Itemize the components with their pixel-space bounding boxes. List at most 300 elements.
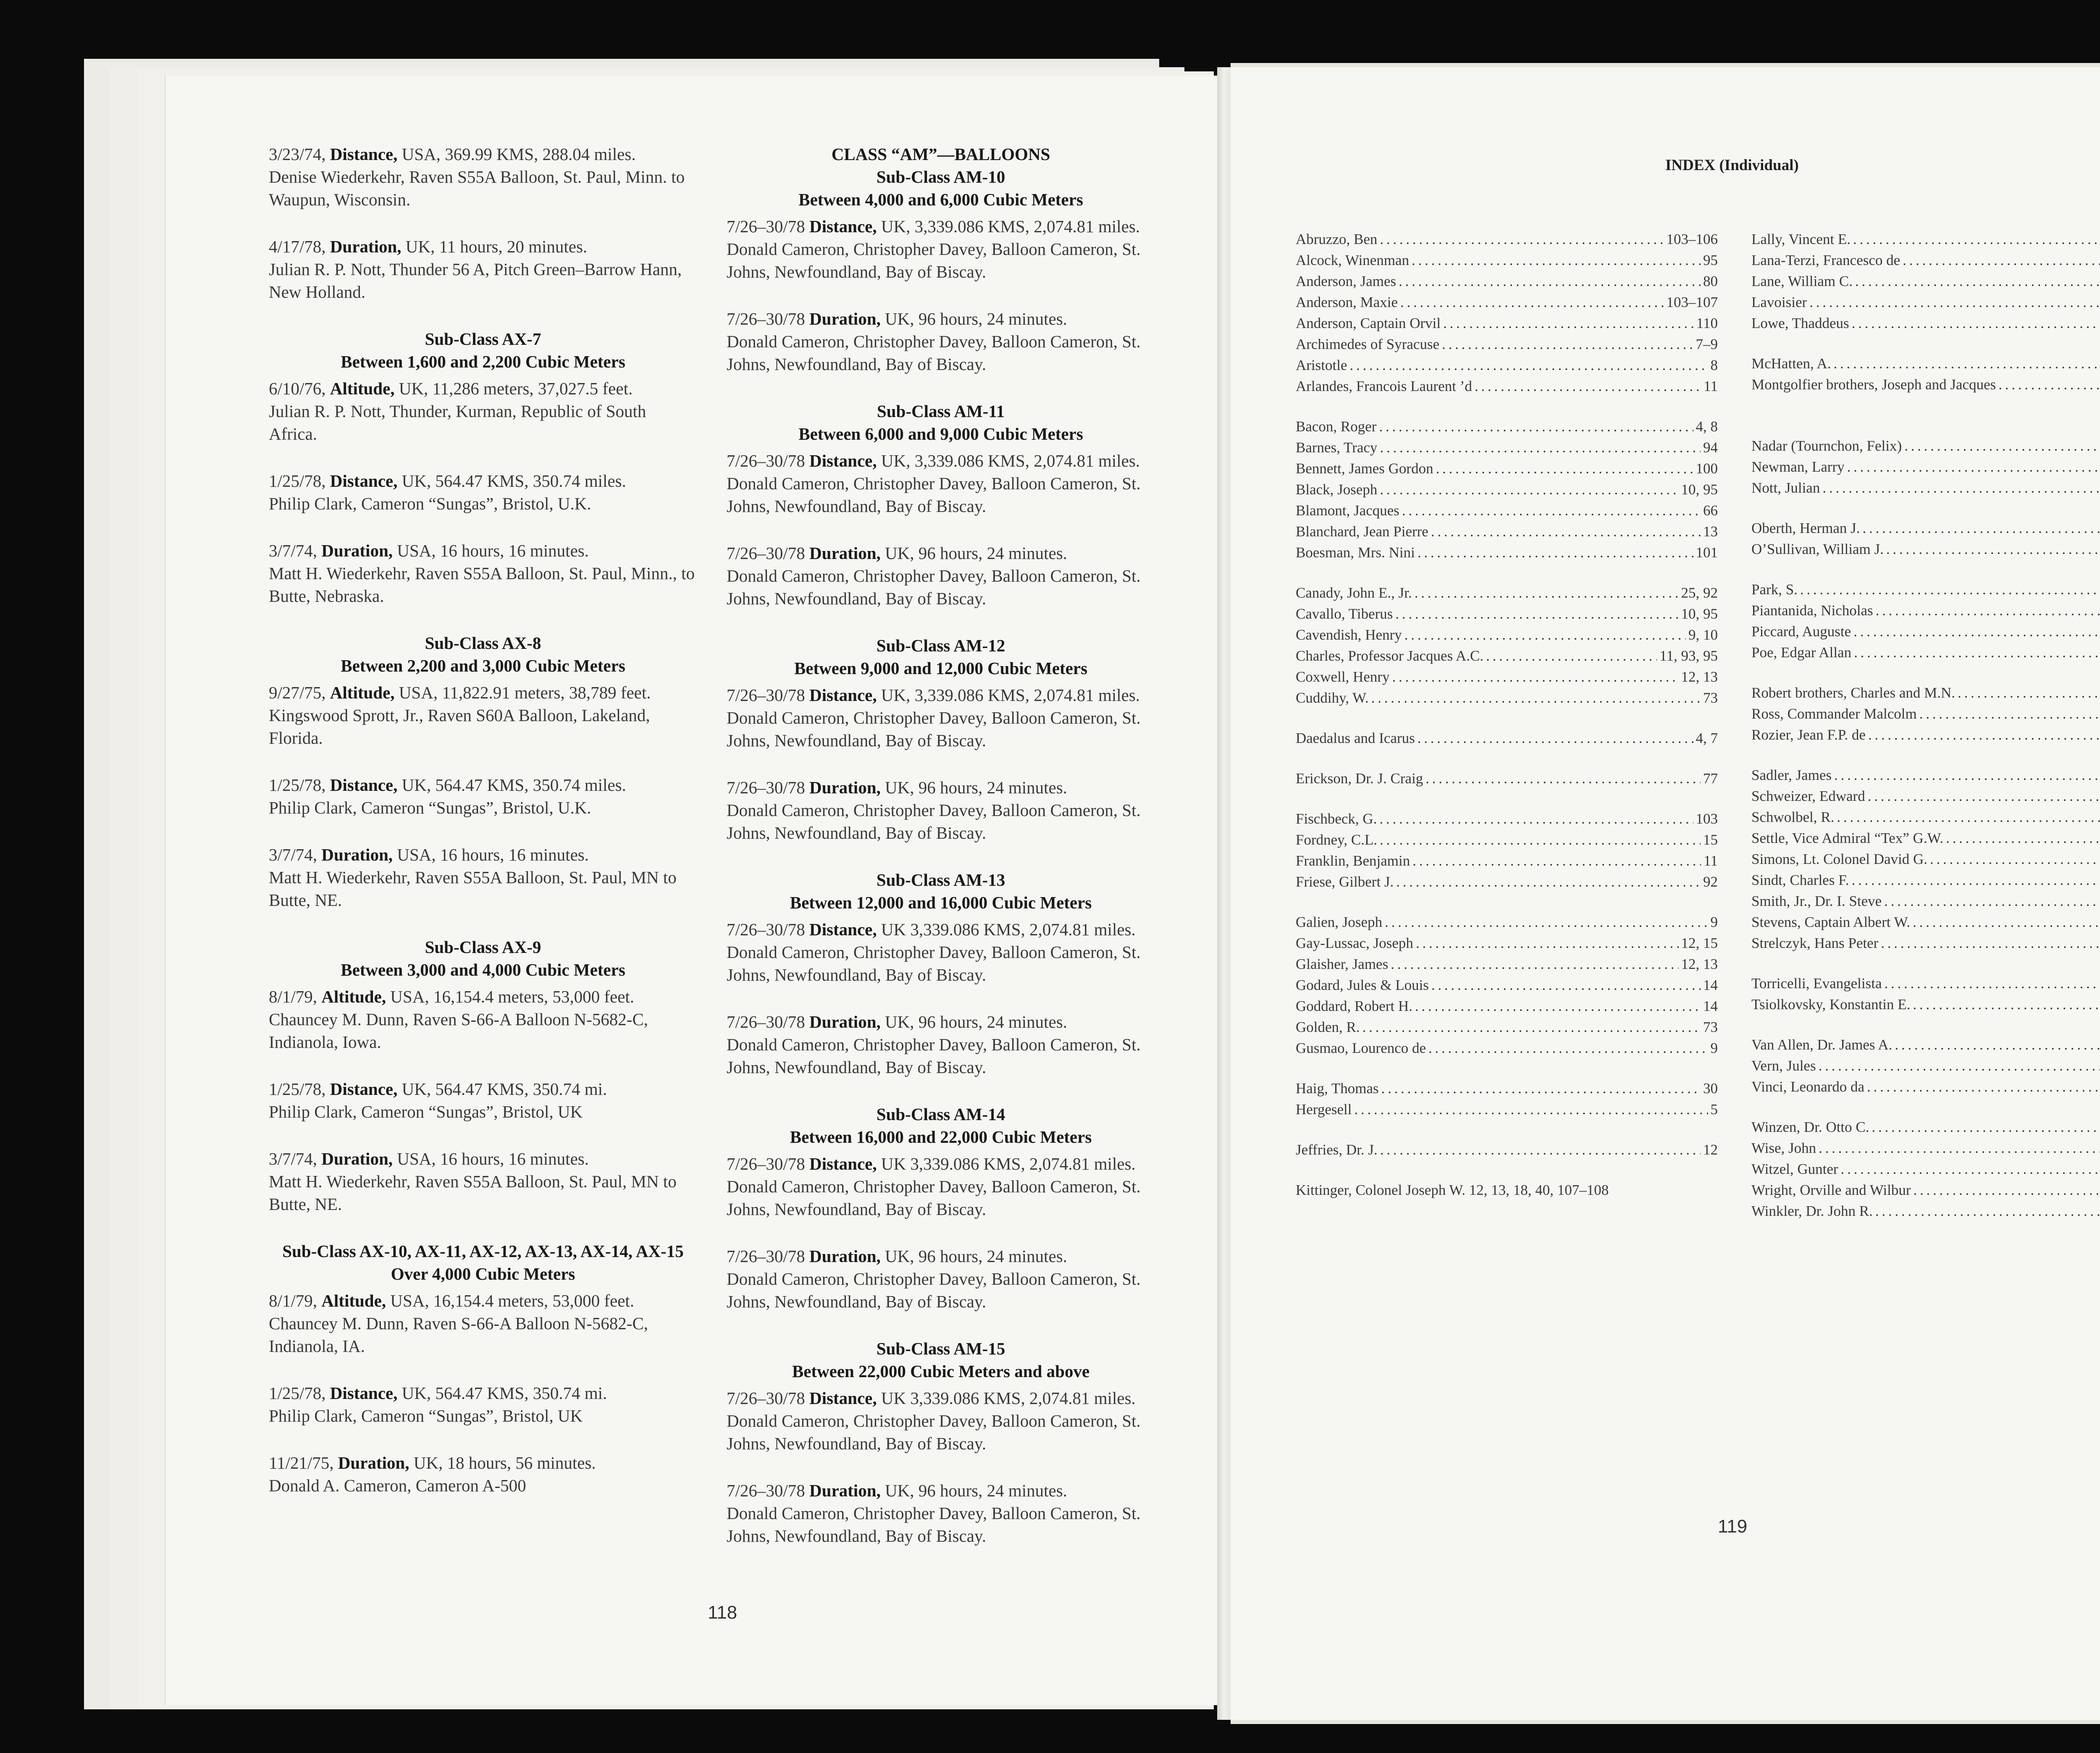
record-meta [727,1387,1155,1409]
index-entry [1296,667,1718,688]
record-date: 7/26–30/78 [727,1481,810,1500]
leader-dots [1895,1034,2100,1055]
leader-dots [1416,933,1679,954]
record-holder: Donald Cameron, Christopher Davey, Balloon Cameron, St. Johns, Newfoundland, Bay of Biscay. [727,1035,1141,1077]
record-entry [269,470,697,515]
record-date: 7/26–30/78 [727,1154,810,1173]
index-group [1296,229,1718,397]
index-entry [1296,954,1718,975]
leader-dots [1904,436,2100,457]
index-entry [1296,1099,1718,1120]
record-value: UK, 96 hours, 24 minutes. [880,1247,1067,1266]
heading-line: Between 22,000 Cubic Meters and above [792,1362,1090,1381]
index-column-1 [1296,229,1718,1220]
index-pages: 14 [1703,998,1718,1014]
index-name: Sindt, Charles F. [1751,872,1849,888]
record-meta [269,1147,697,1170]
index-entry [1296,604,1718,625]
index-name: Boesman, Mrs. Nini [1296,544,1415,561]
index-name: Lowe, Thaddeus [1751,315,1849,331]
heading-line: Sub-Class AM-14 [876,1105,1005,1124]
leader-dots [1436,458,1693,479]
index-name: Sadler, James [1751,767,1832,783]
index-pages: 15 [1703,832,1718,848]
leader-dots [1400,292,1664,313]
index-name: Goddard, Robert H. [1296,998,1413,1014]
record-date: 3/23/74, [269,144,330,164]
index-entry [1296,768,1718,789]
heading-line: Between 16,000 and 22,000 Cubic Meters [790,1127,1092,1147]
record-type: Altitude, [330,379,395,398]
index-entry [1296,996,1718,1017]
index-name: Witzel, Gunter [1751,1161,1838,1177]
leader-dots [1415,583,1679,604]
record-meta [269,1289,697,1312]
index-name: Glaisher, James [1296,956,1389,972]
leader-dots [1381,1078,1701,1099]
record-date: 8/1/79, [269,987,322,1006]
section-heading [269,1240,697,1285]
index-entry [1296,250,1718,271]
index-group [1751,229,2100,334]
leader-dots [1404,625,1686,646]
record-holder: Philip Clark, Cameron “Sungas”, Bristol, U.K. [269,798,591,817]
index-pages: 25, 92 [1681,585,1718,601]
index-entry [1751,1034,2100,1055]
record-date: 7/26–30/78 [727,1012,810,1031]
record-type: Duration, [809,1247,881,1266]
leader-dots [1834,765,2100,786]
leader-dots [1853,229,2100,250]
index-entry [1751,353,2100,374]
leader-dots [1412,850,1701,871]
leader-dots [1822,478,2100,499]
index-entry [1296,229,1718,250]
index-pages: 14 [1703,977,1718,993]
leader-dots [1428,1038,1708,1059]
index-name: Blanchard, Jean Pierre [1296,523,1428,540]
record-type: Duration, [809,778,881,797]
heading-line: Sub-Class AM-10 [876,167,1005,186]
index-entry [1296,292,1718,313]
index-name: Hergesell [1296,1101,1352,1118]
leader-dots [1913,994,2100,1015]
leader-dots [1418,728,1693,749]
index-name: Newman, Larry [1751,459,1845,475]
leader-dots [1349,355,1708,376]
index-entry [1296,416,1718,437]
record-date: 7/26–30/78 [727,451,810,470]
left-column-1 [269,143,697,1521]
index-entry [1296,646,1718,667]
index-entry [1296,355,1718,376]
record-meta [269,470,697,492]
record-holder: Matt H. Wiederkehr, Raven S55A Balloon, St. Paul, MN to Butte, NE. [269,868,677,910]
index-pages: 101 [1696,544,1718,561]
index-entry [1296,313,1718,334]
record-value: USA, 369.99 KMS, 288.04 miles. [397,144,636,164]
record-date: 7/26–30/78 [727,543,810,563]
index-name: Montgolfier brothers, Joseph and Jacques [1751,376,1996,393]
index-group [1751,1117,2100,1222]
record-date: 9/27/75, [269,683,330,702]
index-pages: 103–106 [1666,231,1718,247]
leader-dots [1362,1017,1701,1038]
index-name: Friese, Gilbert J. [1296,874,1394,890]
index-name: Galien, Joseph [1296,914,1383,930]
section-heading [727,1103,1155,1148]
record-type: Duration, [809,309,881,328]
record-meta [727,449,1155,472]
index-name: Fischbeck, G. [1296,811,1377,827]
index-name: Vinci, Leonardo da [1751,1079,1865,1095]
index-name: Nott, Julian [1751,480,1820,496]
index-name: Charles, Professor Jacques A.C. [1296,648,1484,664]
leader-dots [1854,642,2100,663]
index-entry [1751,478,2100,499]
record-meta [727,1245,1155,1268]
page-number-left: 118 [708,1602,738,1623]
leader-dots [1431,521,1701,542]
index-group [1296,768,1718,789]
record-entry [269,774,697,819]
leader-dots [1443,313,1694,334]
index-entry [1296,625,1718,646]
leader-dots [1853,621,2100,642]
index-name: Archimedes of Syracuse [1296,336,1440,352]
index-entry [1751,1180,2100,1201]
index-name: Poe, Edgar Allan [1751,644,1852,661]
record-entry [727,1387,1155,1455]
index-name: Strelczyk, Hans Peter [1751,935,1879,951]
record-holder: Donald Cameron, Christopher Davey, Balloon Cameron, St. Johns, Newfoundland, Bay of Biscay. [727,1411,1141,1453]
record-date: 3/7/74, [269,845,322,864]
index-entry [1296,479,1718,500]
index-entry [1751,1055,2100,1076]
record-value: UK, 96 hours, 24 minutes. [880,778,1067,797]
index-group [1296,1139,1718,1160]
index-pages: 100 [1696,460,1718,477]
index-entry [1751,374,2100,395]
leader-dots [1379,808,1693,829]
index-pages: 103 [1696,811,1718,827]
record-value: USA, 16,154.4 meters, 53,000 feet. [386,1291,635,1310]
leader-dots [1837,807,2100,828]
leader-dots [1399,271,1701,292]
record-entry [727,1479,1155,1547]
index-entry [1751,313,2100,334]
index-name: Anderson, Captain Orvil [1296,315,1441,331]
index-group [1751,1034,2100,1097]
record-value: UK, 96 hours, 24 minutes. [880,309,1067,328]
section-heading [727,400,1155,445]
index-pages: 4, 8 [1696,418,1718,435]
leader-dots [1884,891,2100,912]
record-type: Distance, [809,1154,877,1173]
leader-dots [1425,768,1701,789]
leader-dots [1475,376,1701,397]
index-entry [1751,1076,2100,1097]
index-entry [1751,973,2100,994]
index-entry [1296,728,1718,749]
leader-dots [1919,703,2100,724]
index-name: Anderson, Maxie [1296,294,1398,310]
index-name: Rozier, Jean F.P. de [1751,727,1866,743]
index-pages: 7–9 [1696,336,1718,352]
index-group [1296,808,1718,892]
leader-dots [1852,313,2100,334]
index-entry [1751,807,2100,828]
index-entry [1296,1017,1718,1038]
leader-dots [1841,1159,2100,1180]
index-pages-continued [1751,395,2100,416]
index-name: Gusmao, Lourenco de [1296,1040,1426,1056]
record-entry [269,539,697,607]
index-group [1751,436,2100,499]
record-meta [727,918,1155,941]
index-group [1296,912,1718,1059]
index-name: Settle, Vice Admiral “Tex” G.W. [1751,830,1944,846]
leader-dots [1914,1180,2100,1201]
index-group [1751,353,2100,416]
index-group [1296,1180,1718,1201]
leader-dots [1855,271,2100,292]
index-pages: 13 [1703,523,1718,540]
index-entry [1751,1138,2100,1159]
record-holder: Chauncey M. Dunn, Raven S-66-A Balloon N-5682-C, Indianola, IA. [269,1314,648,1356]
record-holder: Donald Cameron, Christopher Davey, Balloon Cameron, St. Johns, Newfoundland, Bay of Biscay. [727,566,1141,608]
leader-dots [1834,353,2100,374]
record-meta [727,1152,1155,1175]
leader-dots [1402,500,1701,521]
index-name: Winzen, Dr. Otto C. [1751,1119,1869,1135]
heading-line: Sub-Class AX-8 [425,633,541,653]
record-date: 7/26–30/78 [727,920,810,939]
index-name: Golden, R. [1296,1019,1360,1035]
section-heading [269,936,697,981]
index-name: Park, S. [1751,581,1798,598]
heading-line: Sub-Class AX-7 [425,329,541,349]
index-pages: 11, 93, 95 [1659,648,1718,664]
index-entry [1751,579,2100,600]
leader-dots [1380,229,1664,250]
record-type: Duration, [321,1149,393,1168]
record-value: UK, 11 hours, 20 minutes. [401,237,588,256]
index-entry [1751,682,2100,703]
record-type: Altitude, [321,987,386,1006]
index-entry [1751,518,2100,539]
leader-dots [1847,457,2100,478]
leader-dots [1946,828,2100,849]
section-heading [269,632,697,677]
heading-line: Between 12,000 and 16,000 Cubic Meters [790,893,1092,912]
record-date: 3/7/74, [269,541,322,560]
page-number-right: 119 [1718,1516,1748,1537]
index-name: Erickson, Dr. J. Craig [1296,770,1423,787]
index-pages: 80 [1703,273,1718,289]
index-pages: 30 [1703,1080,1718,1097]
record-date: 7/26–30/78 [727,1247,810,1266]
record-meta [269,235,697,258]
index-name: Coxwell, Henry [1296,669,1390,685]
index-entry [1751,642,2100,663]
index-pages: 92 [1703,874,1718,890]
record-holder: Donald Cameron, Christopher Davey, Balloon Cameron, St. Johns, Newfoundland, Bay of Biscay. [727,1177,1141,1219]
heading-line: CLASS “AM”—BALLOONS [831,144,1050,164]
record-holder: Matt H. Wiederkehr, Raven S55A Balloon, St. Paul, Minn., to Butte, Nebraska. [269,564,695,606]
index-name: Tsiolkovsky, Konstantin E. [1751,996,1911,1013]
record-meta [269,377,697,400]
record-entry [269,143,697,211]
leader-dots [1380,829,1701,850]
index-name: Simons, Lt. Colonel David G. [1751,851,1928,867]
section-heading [727,143,1155,211]
record-holder: Philip Clark, Cameron “Sungas”, Bristol, UK [269,1406,583,1425]
record-value: UK 3,339.086 KMS, 2,074.81 miles. [877,1154,1136,1173]
leader-dots [1380,437,1701,458]
index-name: Alcock, Winenman [1296,252,1410,268]
leader-dots [1392,667,1679,688]
record-meta [727,542,1155,564]
record-entry [727,1010,1155,1079]
record-holder: Donald Cameron, Christopher Davey, Balloon Cameron, St. Johns, Newfoundland, Bay of Biscay. [727,474,1141,516]
index-pages: 12 [1703,1142,1718,1158]
record-value: UK 3,339.086 KMS, 2,074.81 miles. [877,1388,1136,1408]
index-name: Anderson, James [1296,273,1396,289]
index-entry [1751,271,2100,292]
record-meta [269,774,697,796]
index-name: Stevens, Captain Albert W. [1751,914,1911,930]
index-entry [1751,994,2100,1015]
record-type: Duration, [330,237,402,256]
index-entry [1751,765,2100,786]
record-holder: Donald A. Cameron, Cameron A-500 [269,1476,526,1495]
record-date: 11/21/75, [269,1453,338,1472]
record-type: Distance, [809,920,877,939]
record-date: 1/25/78, [269,775,330,795]
index-group [1751,579,2100,663]
record-holder: Julian R. P. Nott, Thunder 56 A, Pitch Green–Barrow Hann, New Holland. [269,260,682,302]
record-holder: Matt H. Wiederkehr, Raven S55A Balloon, St. Paul, MN to Butte, NE. [269,1172,677,1214]
section-heading [727,1337,1155,1383]
index-pages: 95 [1703,252,1718,268]
record-value: UK, 18 hours, 56 minutes. [409,1453,596,1472]
record-meta [727,307,1155,330]
index-pages: 110 [1696,315,1718,331]
record-type: Duration, [321,845,393,864]
index-entry [1751,292,2100,313]
section-heading [269,328,697,373]
index-entry [1751,621,2100,642]
index-name: Lavoisier [1751,294,1807,310]
index-pages: 12, 13 [1681,669,1718,685]
index-name: Robert brothers, Charles and M.N. [1751,685,1956,701]
index-name: Schwolbel, R. [1751,809,1835,825]
leader-dots [1354,1099,1708,1120]
record-value: UK 3,339.086 KMS, 2,074.81 miles. [877,920,1136,939]
record-type: Distance, [809,451,877,470]
index-name: Aristotle [1296,357,1347,373]
leader-dots [1903,250,2100,271]
index-entry [1296,933,1718,954]
record-value: UK, 3,339.086 KMS, 2,074.81 miles. [877,451,1140,470]
leader-dots [1876,600,2100,621]
index-name: Cuddihy, W. [1296,690,1369,706]
index-name: Gay-Lussac, Joseph [1296,935,1413,951]
index-entry [1751,870,2100,891]
leader-dots [1415,996,1701,1017]
index-name: Vern, Jules [1751,1058,1816,1074]
index-name: Canady, John E., Jr. [1296,585,1412,601]
index-name: Cavallo, Tiberus [1296,606,1393,622]
index-group [1751,518,2100,560]
index-pages: 12, 15 [1681,935,1718,951]
record-value: UK, 3,339.086 KMS, 2,074.81 miles. [877,217,1140,236]
index-name: Van Allen, Dr. James A. [1751,1037,1893,1053]
index-name: Barnes, Tracy [1296,439,1378,456]
index-pages: 8 [1710,357,1718,373]
index-entry [1296,271,1718,292]
record-type: Distance, [809,1388,877,1408]
index-entry [1751,724,2100,745]
index-name: Wright, Orville and Wilbur [1751,1182,1911,1198]
record-date: 7/26–30/78 [727,778,810,797]
index-pages: 66 [1703,502,1718,519]
record-entry [727,215,1155,283]
record-value: USA, 16 hours, 16 minutes. [393,541,589,560]
index-name: Abruzzo, Ben [1296,231,1378,247]
index-name: Bennett, James Gordon [1296,460,1433,477]
record-entry [269,1289,697,1357]
heading-line: Between 6,000 and 9,000 Cubic Meters [798,424,1083,443]
record-holder: Donald Cameron, Christopher Davey, Balloon Cameron, St. Johns, Newfoundland, Bay of Biscay. [727,800,1141,842]
record-entry [269,681,697,749]
index-entry [1751,912,2100,933]
record-value: USA, 16 hours, 16 minutes. [393,845,589,864]
record-entry [269,1451,697,1497]
record-type: Distance, [330,775,398,795]
index-name: Haig, Thomas [1296,1080,1379,1097]
index-name: Franklin, Benjamin [1296,853,1410,869]
leader-dots [1418,542,1693,563]
record-date: 8/1/79, [269,1291,322,1310]
index-name: Oberth, Herman J. [1751,520,1860,536]
index-entry [1751,828,2100,849]
leader-dots [1486,646,1657,667]
index-entry [1296,376,1718,397]
index-entry [1296,437,1718,458]
index-pages: 73 [1703,1019,1718,1035]
index-entry [1751,436,2100,457]
leader-dots [1863,518,2100,539]
index-entry [1296,829,1718,850]
leader-dots [1395,604,1678,625]
index-entry [1296,850,1718,871]
record-type: Duration, [809,543,881,563]
record-type: Distance, [330,1079,398,1099]
heading-line: Sub-Class AX-10, AX-11, AX-12, AX-13, AX-14, AX-15 [282,1241,684,1261]
record-type: Duration, [321,541,393,560]
record-entry [727,307,1155,375]
index-name: Arlandes, Francois Laurent ’d [1296,378,1472,394]
record-entry [269,1147,697,1215]
index-pages: 11 [1704,853,1718,869]
index-entry [1296,688,1718,709]
heading-line: Between 9,000 and 12,000 Cubic Meters [794,659,1088,678]
record-type: Duration, [809,1481,881,1500]
record-meta [727,1479,1155,1502]
index-name: Ross, Commander Malcolm [1751,706,1917,722]
